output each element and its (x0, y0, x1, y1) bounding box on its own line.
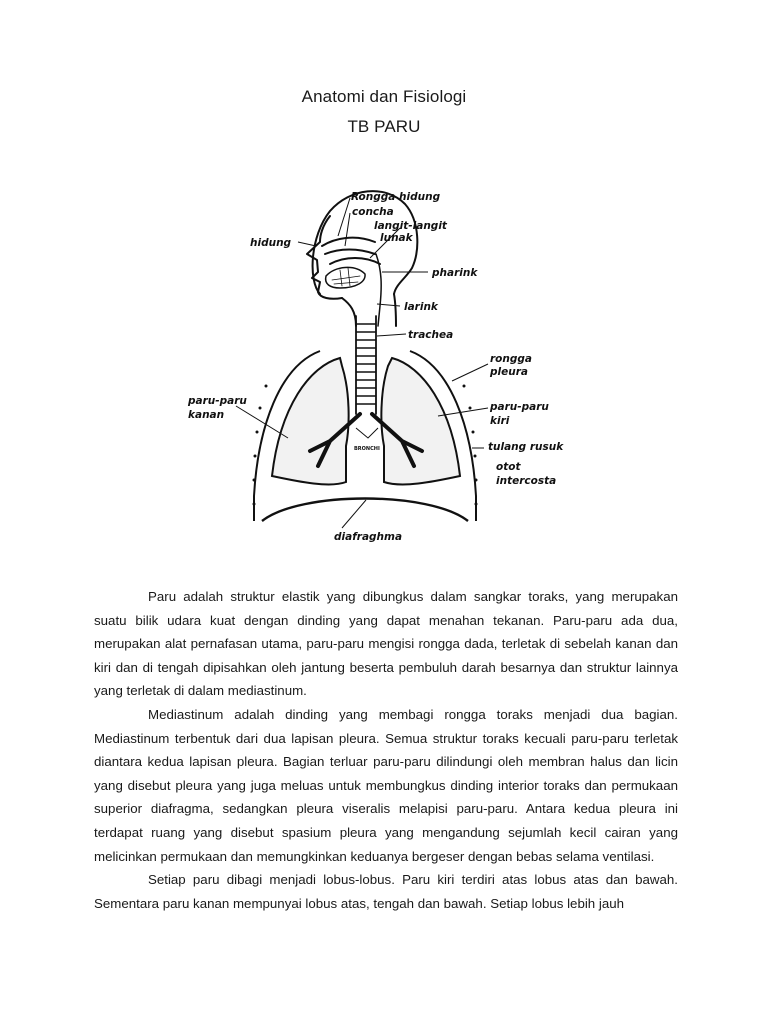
respiratory-system-diagram (170, 176, 600, 566)
label-paru-paru-kanan-1: paru-paru (188, 395, 247, 407)
label-diafraghma: diafraghma (334, 531, 403, 543)
label-bronchi: BRONCHI (354, 446, 380, 452)
label-paru-paru-kanan-2: kanan (188, 409, 225, 421)
label-concha: concha (352, 206, 394, 218)
neck-back (394, 294, 396, 326)
nasal-cavity (322, 238, 375, 254)
label-paru-paru-kiri-1: paru-paru (490, 401, 549, 413)
label-paru-paru-kiri-2: kiri (490, 415, 510, 427)
label-trachea: trachea (408, 329, 454, 341)
label-otot: otot (496, 461, 521, 473)
document-subtitle: TB PARU (347, 117, 421, 136)
body-text (94, 585, 678, 915)
face-profile (307, 216, 342, 299)
palate (330, 258, 380, 264)
label-larink: larink (404, 301, 438, 313)
label-lunak: lunak (380, 232, 413, 244)
left-lung (381, 358, 460, 484)
label-intercosta: intercosta (496, 475, 557, 487)
paragraph-3: Setiap paru dibagi menjadi lobus-lobus. Paru kiri terdiri atas lobus atas dan bawah. Sementara paru kanan mempunyai lobus atas, tengah dan bawah. Setiap lobus lebih jauh (94, 872, 678, 911)
label-rongga: rongga (490, 353, 532, 365)
label-hidung: hidung (250, 237, 292, 249)
diagram-svg (170, 176, 600, 566)
right-lung (272, 358, 349, 484)
neck-front (342, 298, 356, 326)
label-pleura: pleura (490, 366, 528, 378)
tongue-lines (332, 268, 360, 286)
label-pharink: pharink (432, 267, 478, 279)
label-langit-langit: langit-langit (374, 220, 447, 232)
label-rongga-hidung: Rongga hidung (351, 191, 441, 203)
label-tulang-rusuk: tulang rusuk (488, 441, 564, 453)
paragraph-2: Mediastinum adalah dinding yang membagi rongga toraks menjadi dua bagian. Mediastinum terbentuk dari dua lapisan pleura. Semua struktur toraks kecuali paru-paru terletak diantara kedua lapisan pleura. Bagian terluar paru-paru dilindungi oleh membran halus dan licin yang disebut pleura yang juga meluas untuk membungkus dinding interior toraks dan permukaan superior diafragma, sedangkan pleura viseralis melapisi paru-paru. Antara kedua pleura ini terdapat ruang yang disebut spasium pleura yang mengandung sejumlah kecil cairan yang melicinkan permukaan dan memungkinkan keduanya bergeser dengan bebas selama ventilasi. (94, 706, 678, 864)
paragraph-1: Paru adalah struktur elastik yang dibungkus dalam sangkar toraks, yang merupakan suatu bilik udara kuat dengan dinding yang dapat menahan tekanan. Paru-paru ada dua, merupakan alat pernafasan utama, paru-paru mengisi rongga dada, terletak di sebelah kanan dan kiri dan di tengah dipisahkan oleh jantung beserta pembuluh darah besarnya dan struktur lainnya yang terletak di dalam mediastinum. (94, 589, 678, 699)
document-title: Anatomi dan Fisiologi (301, 87, 467, 106)
trachea-rings (356, 324, 376, 404)
